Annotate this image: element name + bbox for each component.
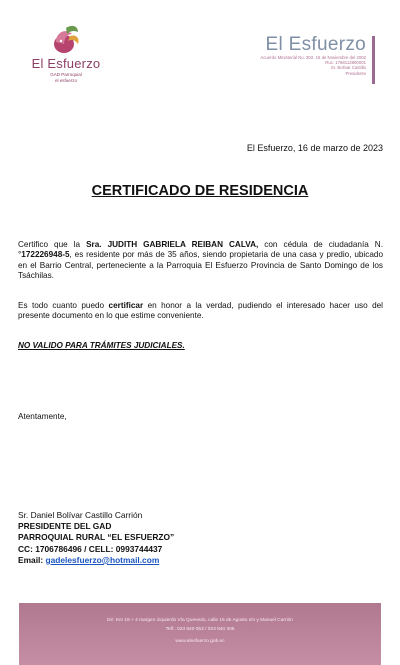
resident-name: Sra. JUDITH GABRIELA REIBAN CALVA,: [86, 240, 259, 249]
closing-paragraph: [18, 301, 383, 322]
letterhead-name: El Esfuerzo: [265, 34, 366, 55]
p1-text-a: Certifico que la: [18, 240, 87, 249]
signer-contact: CC: 1706786496 / CELL: 0993744437: [18, 543, 163, 554]
document-title: CERTIFICADO DE RESIDENCIA: [91, 183, 309, 199]
regards: Atentamente,: [18, 412, 67, 421]
p2-text-a: Es todo cuanto puedo: [18, 301, 109, 310]
certification-paragraph: [18, 240, 383, 281]
footer-phone: Telf.: 023 840 053 / 023 840 306: [165, 627, 235, 632]
letterhead-line: Acuerdo Ministerial No. 302, 15 de Noviembre del 2002: [260, 55, 366, 60]
footer-banner: [19, 603, 381, 665]
certify-word: certificar: [108, 301, 144, 310]
email-link[interactable]: gadelesfuerzo@hotmail.com: [45, 554, 160, 565]
letterhead-accent-bar: [372, 36, 375, 84]
logo-brand-text: El Esfuerzo: [31, 56, 101, 71]
resident-id: 172226948-5: [21, 250, 70, 260]
p1-text-b: con cédula de ciudadanía N.°: [18, 240, 383, 260]
letterhead-line: Ruc: 1768112800001: [325, 60, 366, 66]
signer-name: Sr. Daniel Bolívar Castillo Carrión: [18, 510, 143, 520]
signer-email-row: [18, 555, 174, 566]
p1-text-c: , es residente por más de 35 años, siendo propietaria de una casa y predio, ubicado en el Barrio Central, perteneciente a la Parroquia El Esfuerzo Provincia de Santo Domingo de los Tsáchilas.: [18, 250, 383, 280]
gad-logo: [26, 22, 106, 92]
logo-subtitle: GAD Parroquial: [50, 72, 82, 77]
bird-emblem-icon: [46, 22, 86, 58]
logo-subtitle-2: el esfuerzo: [54, 78, 77, 83]
letterhead-line: Sr. Bolívar Castillo: [330, 65, 366, 71]
place-date: El Esfuerzo, 16 de marzo de 2023: [246, 143, 383, 153]
validity-warning: NO VALIDO PARA TRÁMITES JUDICIALES.: [18, 341, 185, 350]
letterhead-line: Presidente: [345, 70, 366, 76]
p2-text-b: en honor a la verdad, pudiendo el interesado hacer uso del presente documento en lo que estime conveniente.: [18, 301, 383, 321]
signature-block: [18, 510, 174, 566]
signer-org: PARROQUIAL RURAL “EL ESFUERZO”: [18, 532, 175, 543]
footer-website: www.elesfuerzo.gob.ec: [175, 639, 225, 644]
email-label: Email:: [18, 554, 46, 565]
footer-address: Dir: Km 19 + 4 margen izquierdo Vía Quevedo, calle 15 de Agosto s/n y Manuel Carrión: [107, 618, 293, 623]
letterhead-info: [260, 35, 366, 76]
signer-role: PRESIDENTE DEL GAD: [18, 521, 112, 532]
